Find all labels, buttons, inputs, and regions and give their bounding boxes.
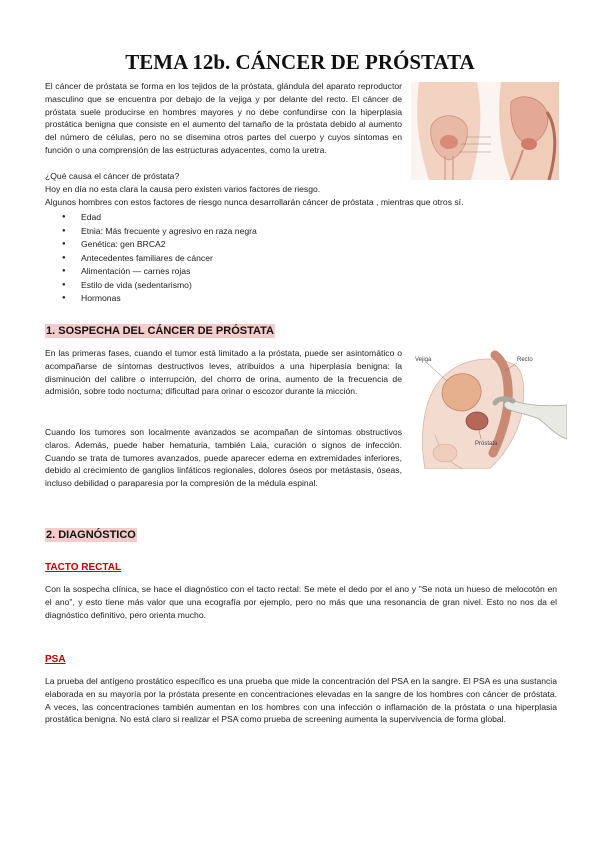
- section-heading-sospecha: 1. SOSPECHA DEL CÁNCER DE PRÓSTATA: [46, 325, 274, 337]
- intro-paragraph: El cáncer de próstata se forma en los tejidos de la próstata, glándula del aparato reproductor masculino que se encuentra por debajo de la vejiga y por delante del recto. El cáncer de próstata suele producirse en hombres mayores y no debe confundirse con la hiperplasia prostática benigna que consiste en el aumento del tamaño de la próstata debido al aumento del número de células, pero no se disemina otros partes del cuerpo y cuyos síntomas en función o una comprensión de las estructuras adyacentes, como la uretra.: [45, 81, 402, 155]
- anatomy-illustration: [411, 82, 559, 180]
- section-heading-diagnostico: 2. DIAGNÓSTICO: [46, 529, 136, 541]
- rectal-exam-figure: [405, 335, 567, 469]
- intro-risk-text: Algunos hombres con estos factores de riesgo nunca desarrollarán cáncer de próstata , mientras que otros sí.: [45, 197, 464, 207]
- prostate-anatomy-figure: [411, 82, 559, 180]
- list-item: ● Etnia: Más frecuente y agresivo en raza negra: [45, 225, 257, 239]
- list-item: ● Antecedentes familiares de cáncer: [45, 252, 257, 266]
- list-item: ● Alimentación — carnes rojas: [45, 265, 257, 279]
- list-item: ● Genética: gen BRCA2: [45, 238, 257, 252]
- bladder-label: Vejiga: [415, 357, 432, 363]
- rectum-label: Recto: [517, 357, 533, 363]
- subheading-psa: PSA: [45, 654, 66, 665]
- intro-causes-text: Hoy en día no esta clara la causa pero existen varios factores de riesgo.: [45, 184, 321, 194]
- intro-question: ¿Qué causa el cáncer de próstata?: [45, 171, 180, 181]
- list-item: ● Hormonas: [45, 292, 257, 306]
- list-item: ● Edad: [45, 211, 257, 225]
- risk-factor-list: [45, 211, 257, 306]
- sospecha-paragraph-2: Cuando los tumores son localmente avanzados se acompañan de síntomas obstructivos claros. Además, puede haber hematuria, también Laia, curación o signos de infección. Cuando se trata de tumores avanzados, puede aparecer edema en extremidades inferiores, debido al crecimiento de ganglios linfáticos regionales, dolores óseos por metástasis, óseas, incluso debilidad o paraparesia por la compresión de la médula espinal.: [45, 427, 402, 489]
- tacto-rectal-paragraph: Con la sospecha clínica, se hace el diagnóstico con el tacto rectal: Se mete el dedo por el ano y "Se nota un hueso de melocotón en el ano", y esto tiene más valor que una ecografía por ejemplo, pero no más que una resonancia de gran nivel. Esto no nos da el diagnóstico definitivo, pero orienta mucho.: [45, 584, 557, 620]
- psa-paragraph: La prueba del antígeno prostático específico es una prueba que mide la concentración del PSA en la sangre. El PSA es una sustancia elaborada en su mayoría por la próstata presente en concentraciones elevadas en la sangre de los hombres con cáncer de próstata. A veces, las concentraciones también aumentan en los hombres con una infección o inflamación de la próstata o una hiperplasia prostática benigna. No está claro si realizar el PSA como prueba de screening aumenta la supervivencia de forma global.: [45, 676, 557, 725]
- list-item: ● Estilo de vida (sedentarismo): [45, 279, 257, 293]
- rectal-exam-illustration: [405, 335, 567, 469]
- sospecha-paragraph-1: En las primeras fases, cuando el tumor está limitado a la próstata, puede ser asintomático o acompañarse de síntomas destructivos leves, atribuidos a una hiperplasia benigna: la disminución del calibre o interrupción, del chorro de orina, aumento de la frecuencia de admisión, sobre todo nocturna; dificultad para orinar o escozor durante la micción.: [45, 348, 402, 397]
- prostate-label: Próstata: [475, 441, 498, 447]
- page-title: TEMA 12b. CÁNCER DE PRÓSTATA: [125, 50, 475, 74]
- subheading-tacto-rectal: TACTO RECTAL: [45, 562, 122, 573]
